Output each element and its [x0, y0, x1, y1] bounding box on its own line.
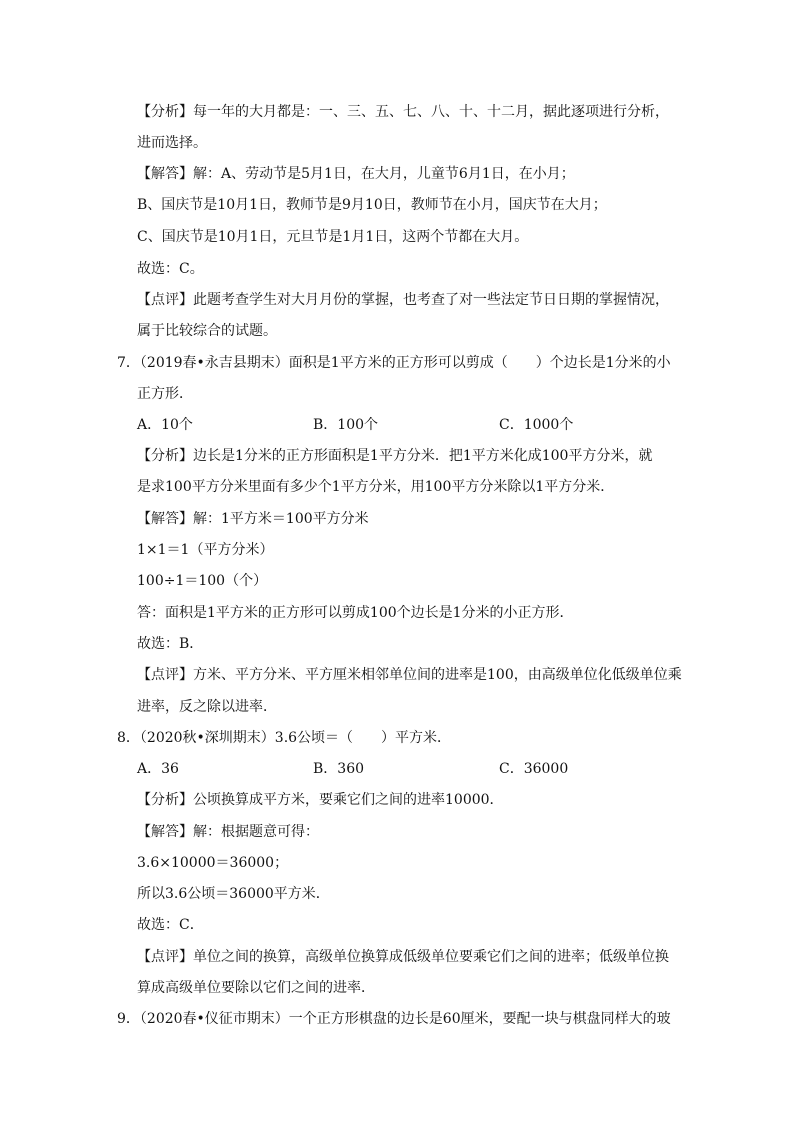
q6-analysis-line-2: 进而选择。 — [137, 135, 207, 151]
q8-choice: 故选：C． — [137, 917, 204, 933]
q6-analysis-line-1: 【分析】每一年的大月都是：一、三、五、七、八、十、十二月，据此逐项进行分析， — [137, 104, 669, 120]
q8-analysis: 【分析】公顷换算成平方米，要乘它们之间的进率10000． — [137, 792, 504, 808]
q7-stem-line-2: 正方形． — [137, 386, 193, 402]
q7-analysis-line-2: 是求100平方分米里面有多少个1平方分米，用100平方分米除以1平方分米． — [137, 479, 615, 495]
q6-answer-line-2: B、国庆节是10月1日，教师节是9月10日，教师节在小月，国庆节在大月； — [137, 197, 607, 213]
q7-stem-line-1: 7．（2019春•永吉县期末）面积是1平方米的正方形可以剪成（ ）个边长是1分米的小 — [117, 355, 671, 371]
q7-analysis-line-1: 【分析】边长是1分米的正方形面积是1平方分米．把1平方米化成100平方分米，就 — [137, 448, 653, 464]
q7-option-c: C．1000个 — [499, 417, 574, 433]
q7-answer-line-1: 【解答】解：1平方米＝100平方分米 — [137, 511, 369, 527]
q7-answer-line-2: 1×1＝1（平方分米） — [137, 542, 274, 558]
q8-answer-line-3: 所以3.6公顷＝36000平方米． — [137, 886, 330, 902]
q6-comment-line-1: 【点评】此题考查学生对大月月份的掌握，也考查了对一些法定节日日期的掌握情况， — [137, 292, 669, 308]
q6-comment-line-2: 属于比较综合的试题。 — [137, 323, 277, 339]
q8-answer-line-1: 【解答】解：根据题意可得： — [137, 824, 319, 840]
q8-comment-line-1: 【点评】单位之间的换算，高级单位换算成低级单位要乘它们之间的进率；低级单位换 — [137, 949, 669, 965]
q6-choice: 故选：C。 — [137, 261, 204, 277]
q6-answer-line-3: C、国庆节是10月1日，元旦节是1月1日，这两个节都在大月。 — [137, 229, 529, 245]
q9-stem-line-1: 9．（2020春•仪征市期末）一个正方形棋盘的边长是60厘米，要配一块与棋盘同样大的玻 — [117, 1011, 671, 1027]
q7-comment-line-1: 【点评】方米、平方分米、平方厘米相邻单位间的进率是100，由高级单位化低级单位乘 — [137, 667, 682, 683]
q8-option-b: B．360 — [313, 761, 365, 777]
q8-option-c: C．36000 — [499, 761, 569, 777]
q8-stem: 8．（2020秋•深圳期末）3.6公顷＝（ ）平方米． — [117, 730, 452, 746]
q8-answer-line-2: 3.6×10000＝36000； — [137, 855, 289, 871]
q7-option-a: A．10个 — [137, 417, 193, 433]
q7-choice: 故选：B． — [137, 636, 204, 652]
q7-comment-line-2: 进率，反之除以进率． — [137, 699, 277, 715]
q8-comment-line-2: 算成高级单位要除以它们之间的进率． — [137, 980, 375, 996]
q7-answer-line-4: 答：面积是1平方米的正方形可以剪成100个边长是1分米的小正方形． — [137, 605, 574, 621]
q6-answer-line-1: 【解答】解：A、劳动节是5月1日，在大月，儿童节6月1日，在小月； — [137, 166, 575, 182]
q7-option-b: B．100个 — [313, 417, 379, 433]
q8-option-a: A．36 — [137, 761, 179, 777]
q7-answer-line-3: 100÷1＝100（个） — [137, 573, 268, 589]
